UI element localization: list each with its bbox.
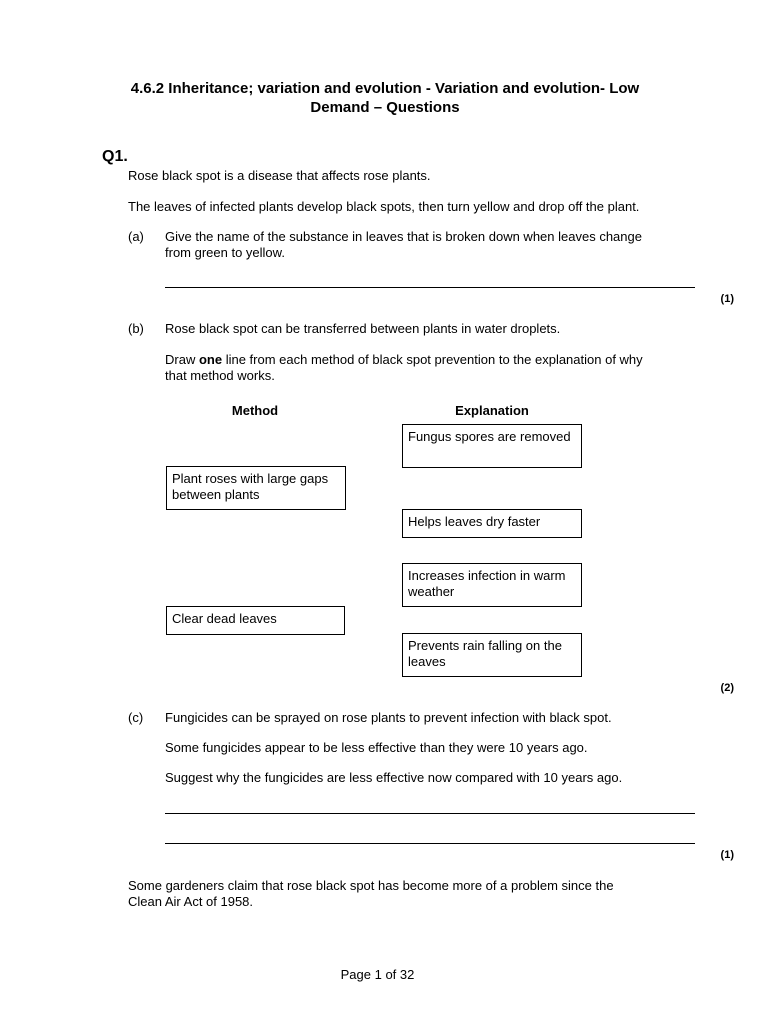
part-c-answer-line-2[interactable] bbox=[165, 843, 695, 844]
part-b-instruction-bold: one bbox=[198, 352, 223, 367]
closing-text-1: Some gardeners claim that rose black spot has become more of a problem since the bbox=[128, 878, 614, 893]
part-a-answer-line[interactable] bbox=[165, 287, 695, 288]
part-b-text: Rose black spot can be transferred between plants in water droplets. bbox=[165, 321, 561, 336]
part-b-instruction-1: Draw one line from each method of black spot prevention to the explanation of why bbox=[165, 352, 643, 367]
page-title-line-1: 4.6.2 Inheritance; variation and evolution - Variation and evolution- Low bbox=[130, 80, 640, 97]
question-intro-1: Rose black spot is a disease that affects rose plants. bbox=[128, 168, 431, 183]
part-b-label: (b) bbox=[128, 321, 144, 336]
explanation-box-dry-faster[interactable]: Helps leaves dry faster bbox=[402, 509, 582, 538]
part-c-text-1: Fungicides can be sprayed on rose plants to prevent infection with black spot. bbox=[165, 710, 612, 725]
explanation-box-spores-removed[interactable]: Fungus spores are removed bbox=[402, 424, 582, 468]
part-a-text-1: Give the name of the substance in leaves that is broken down when leaves change bbox=[165, 229, 642, 244]
method-box-large-gaps[interactable]: Plant roses with large gaps between plants bbox=[166, 466, 346, 510]
method-heading: Method bbox=[231, 403, 279, 418]
part-a-label: (a) bbox=[128, 229, 144, 244]
part-c-label: (c) bbox=[128, 710, 144, 725]
part-c-text-2: Some fungicides appear to be less effective than they were 10 years ago. bbox=[165, 740, 588, 755]
explanation-box-warm-weather[interactable]: Increases infection in warm weather bbox=[402, 563, 582, 607]
page-title-line-2: Demand – Questions bbox=[310, 99, 460, 116]
page-number: Page 1 of 32 bbox=[340, 967, 415, 982]
explanation-heading: Explanation bbox=[455, 403, 529, 418]
question-number: Q1. bbox=[102, 148, 128, 165]
closing-text-2: Clean Air Act of 1958. bbox=[128, 894, 254, 909]
explanation-box-prevents-rain[interactable]: Prevents rain falling on the leaves bbox=[402, 633, 582, 677]
part-a-text-2: from green to yellow. bbox=[165, 245, 285, 260]
method-box-clear-leaves[interactable]: Clear dead leaves bbox=[166, 606, 345, 635]
question-intro-2: The leaves of infected plants develop black spots, then turn yellow and drop off the plant. bbox=[128, 199, 640, 214]
part-c-text-3: Suggest why the fungicides are less effective now compared with 10 years ago. bbox=[165, 770, 623, 785]
part-a-marks: (1) bbox=[720, 293, 734, 305]
part-c-marks: (1) bbox=[720, 849, 734, 861]
part-b-marks: (2) bbox=[720, 682, 734, 694]
part-b-instruction-2: that method works. bbox=[165, 368, 275, 383]
part-c-answer-line-1[interactable] bbox=[165, 813, 695, 814]
